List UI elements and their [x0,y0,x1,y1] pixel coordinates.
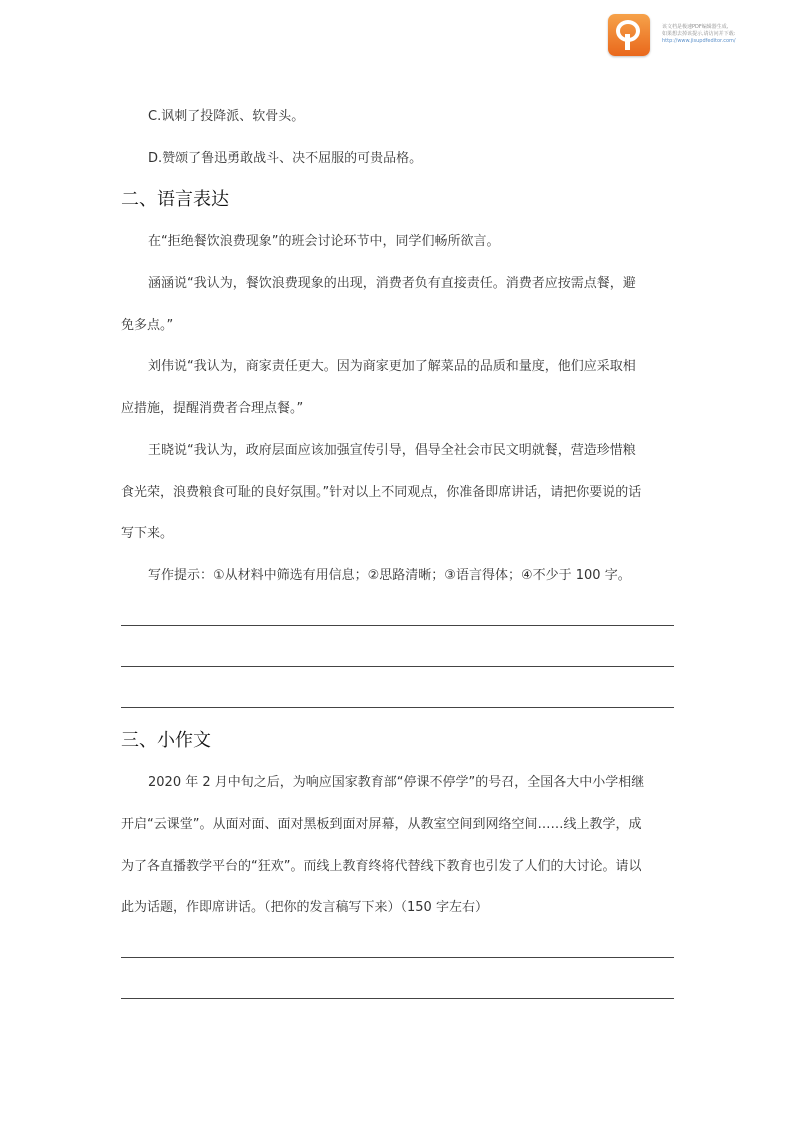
liuwei-statement-line-1: 刘伟说“我认为，商家责任更大。因为商家更加了解菜品的品质和量度，他们应采取相 [148,359,636,374]
section-3-line-4: 此为话题，作即席讲话。（把你的发言稿写下来）（150 字左右） [121,900,488,915]
watermark-url[interactable]: http://www.jisupdfeditor.com/ [662,38,736,44]
section-3-line-3: 为了各直播教学平台的“狂欢”。而线上教育终将代替线下教育也引发了人们的大讨论。请以 [121,859,642,874]
answer-line[interactable] [121,998,674,999]
hanhan-statement-line-2: 免多点。” [121,318,174,333]
answer-line[interactable] [121,707,674,708]
option-d: D.赞颂了鲁迅勇敢战斗、决不屈服的可贵品格。 [148,151,423,166]
option-c: C.讽刺了投降派、软骨头。 [148,109,305,124]
section-3-line-2: 开启“云课堂”。从面对面、面对黑板到面对屏幕，从教室空间到网络空间……线上教学，成 [121,817,642,832]
answer-line[interactable] [121,625,674,626]
section-3-line-1: 2020 年 2 月中旬之后，为响应国家教育部“停课不停学”的号召，全国各大中小学相继 [148,775,645,790]
section-2-intro: 在“拒绝餐饮浪费现象”的班会讨论环节中，同学们畅所欲言。 [148,234,500,249]
section-3-heading: 三、小作文 [121,730,211,751]
liuwei-statement-line-2: 应措施，提醒消费者合理点餐。” [121,401,304,416]
watermark-line-2: 如果想去掉该提示,请访问并下载: [662,31,736,37]
watermark-text [662,24,787,45]
section-2-heading: 二、语言表达 [121,189,229,210]
writing-tips: 写作提示：①从材料中筛选有用信息；②思路清晰；③语言得体；④不少于 100 字。 [148,568,631,583]
wangxiao-statement-line-2: 食光荣，浪费粮食可耻的良好氛围。”针对以上不同观点，你准备即席讲话，请把你要说的话 [121,485,642,500]
pdf-editor-logo-icon [608,14,650,56]
answer-line[interactable] [121,957,674,958]
hanhan-statement-line-1: 涵涵说“我认为，餐饮浪费现象的出现，消费者负有直接责任。消费者应按需点餐，避 [148,276,636,291]
wangxiao-statement-line-1: 王晓说“我认为，政府层面应该加强宣传引导，倡导全社会市民文明就餐，营造珍惜粮 [148,443,636,458]
answer-line[interactable] [121,666,674,667]
logo-stem [625,34,630,50]
wangxiao-statement-line-3: 写下来。 [121,526,174,541]
watermark-line-1: 该文档是极速PDF编辑器生成, [662,24,729,30]
